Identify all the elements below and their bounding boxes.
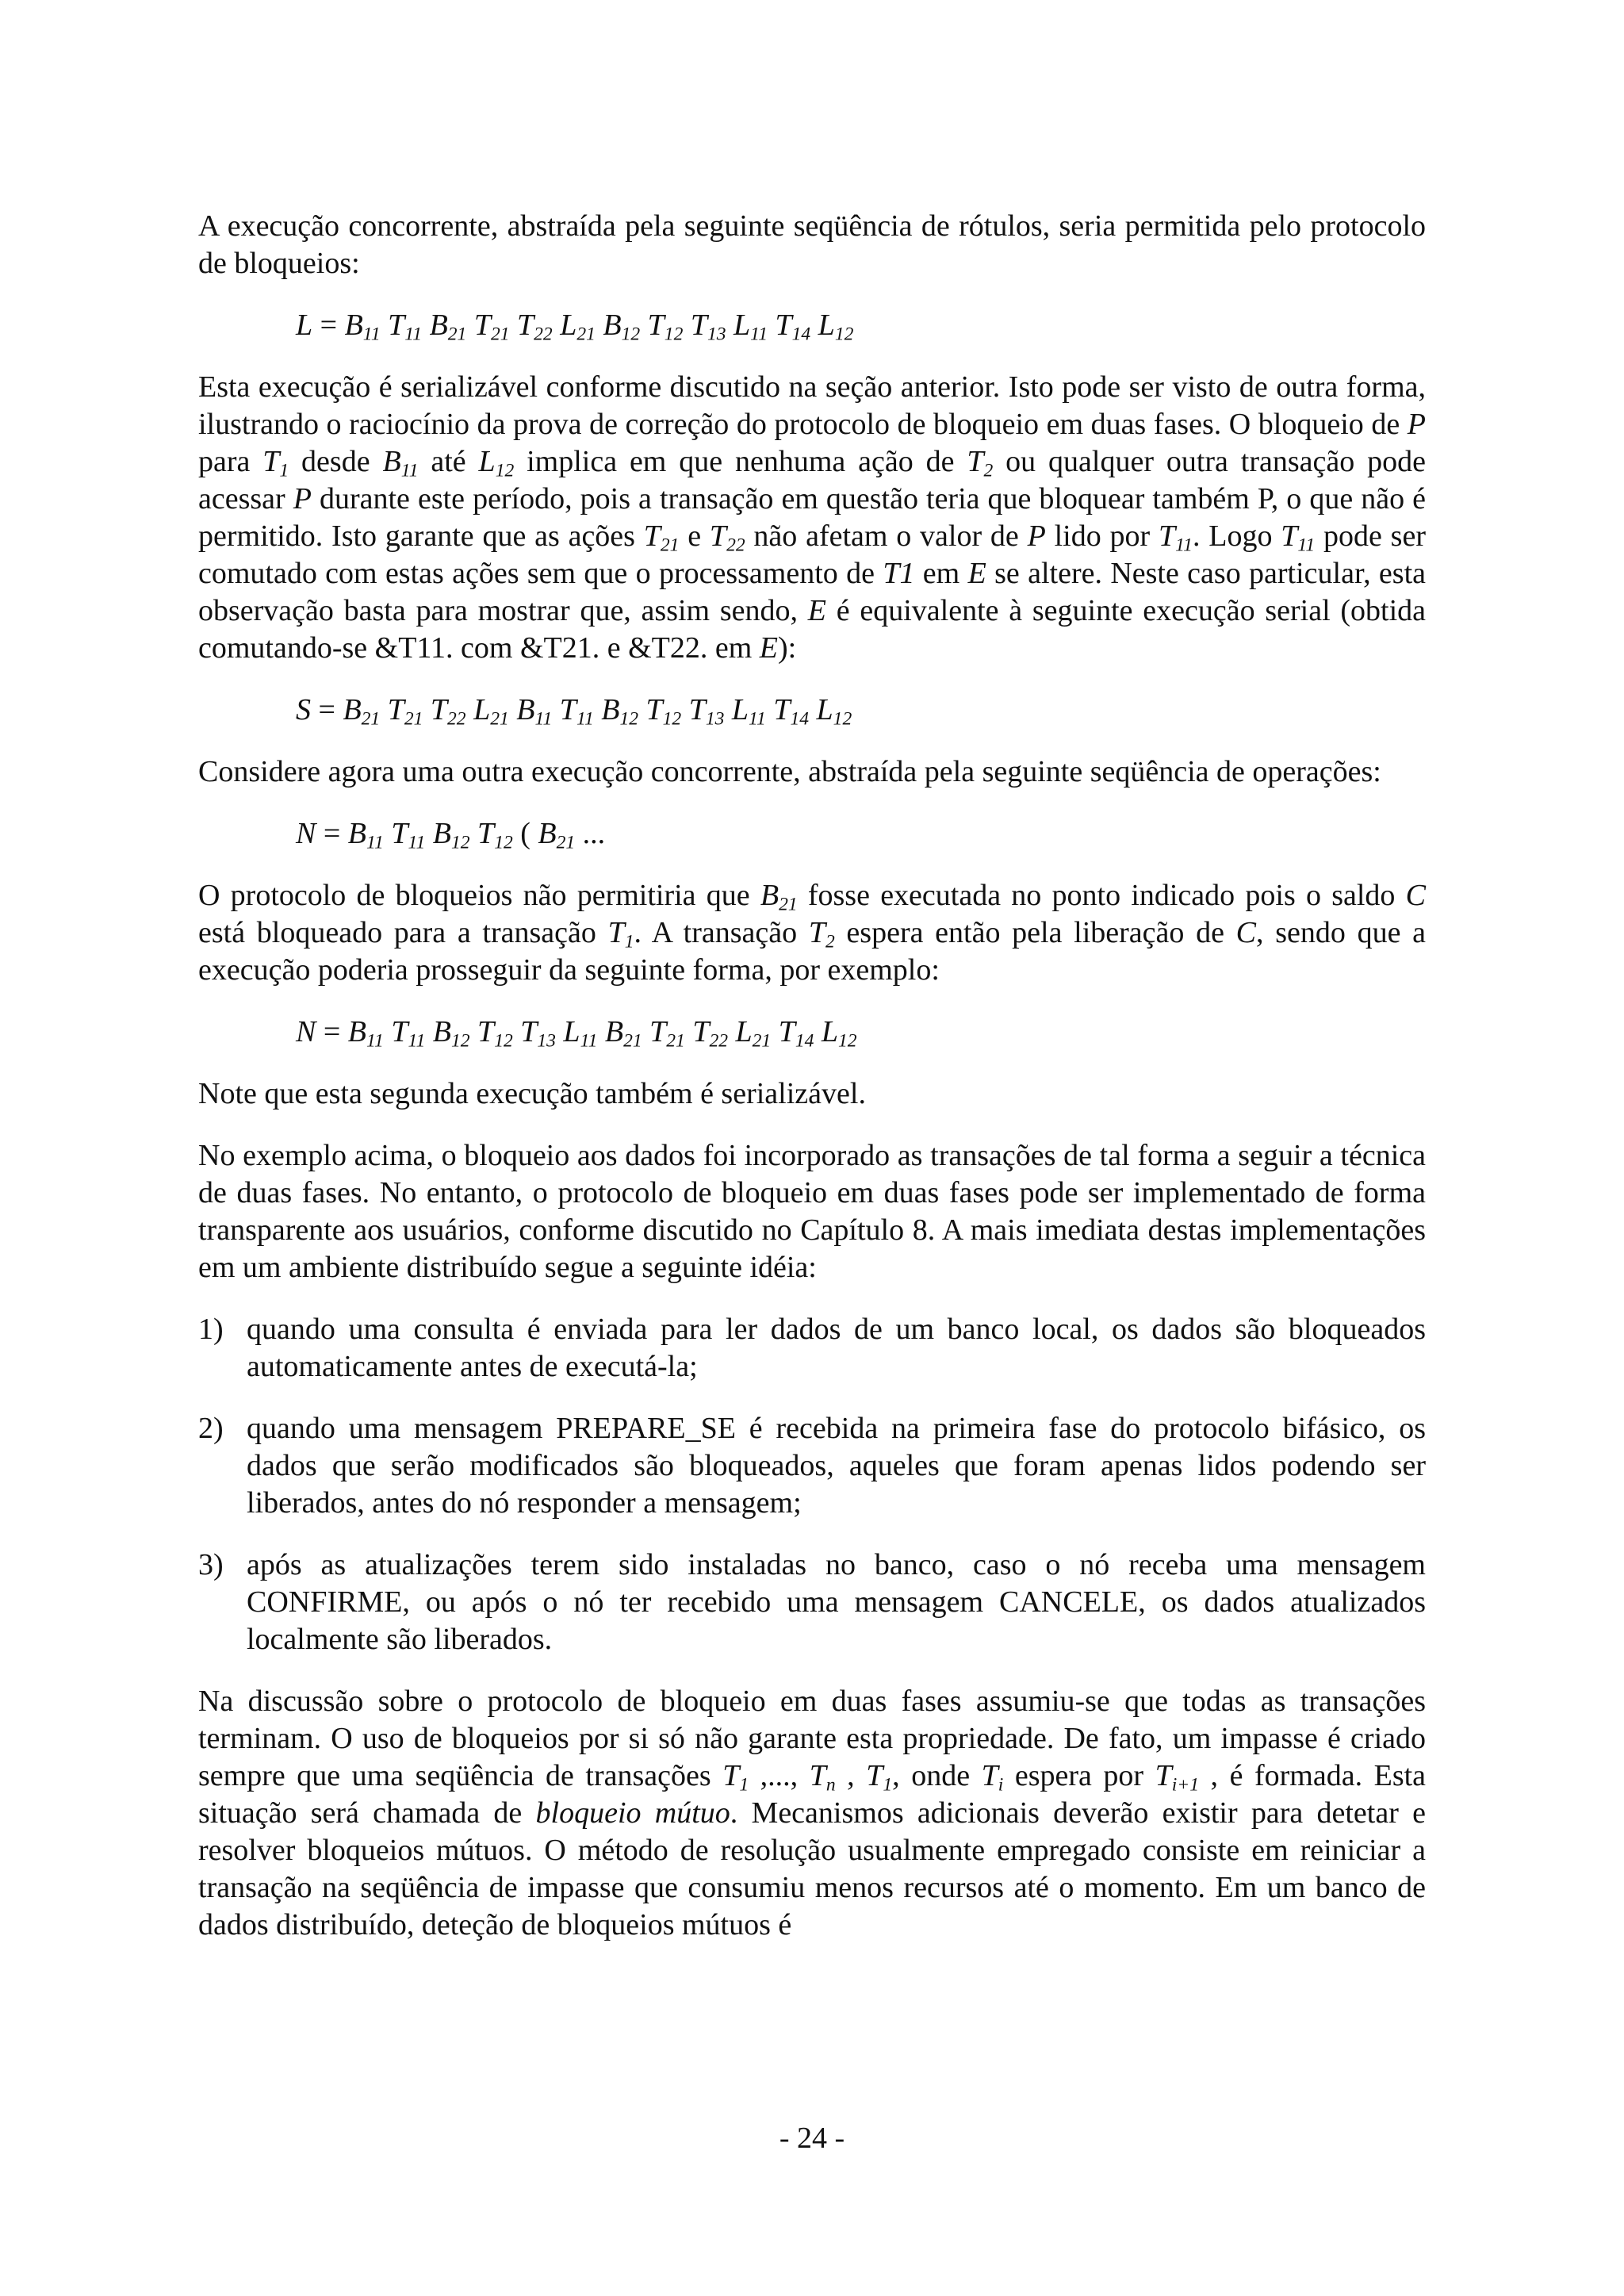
list-item: 3) após as atualizações terem sido instaladas no banco, caso o nó receba uma mensagem CONFIRME, ou após o nó ter recebido uma mensagem CANCELE, os dados atualizados localmente são liberados.	[198, 1548, 1426, 1656]
paragraph-4: O protocolo de bloqueios não permitiria que $B_{21}$ fosse executada no ponto indicado pois o saldo C está bloqueado para a transação $T_1$. A transação $T_2$ espera então pela liberação de C, sendo que a execução poderia prosseguir da seguinte forma, por exemplo:	[198, 879, 1426, 987]
paragraph-6: No exemplo acima, o bloqueio aos dados foi incorporado as transações de tal forma a seguir a técnica de duas fases. No entanto, o protocolo de bloqueio em duas fases pode ser implementado de forma transparente aos usuários, conforme discutido no Capítulo 8. A mais imediata destas implementações em um ambiente distribuído segue a seguinte idéia:	[198, 1139, 1426, 1284]
page-number: - 24 -	[779, 2122, 845, 2155]
paragraph-3: Considere agora uma outra execução concorrente, abstraída pela seguinte seqüência de operações:	[198, 755, 1381, 788]
formula-N2: $N = B_{11}$ $T_{11}$ $B_{12}$ $T_{12}$ $T_{13}$ $L_{11}$ $B_{21}$ $T_{21}$ $T_{22}$ $L_{21}$ $T_{14}$ $L_{12}$	[296, 1015, 857, 1052]
formula-S: $S = B_{21}$ $T_{21}$ $T_{22}$ $L_{21}$ $B_{11}$ $T_{11}$ $B_{12}$ $T_{12}$ $T_{13}$ $L_{11}$ $T_{14}$ $L_{12}$	[296, 693, 852, 730]
paragraph-5: Note que esta segunda execução também é serializável.	[198, 1077, 866, 1110]
implementation-list	[198, 1311, 1426, 1658]
list-item: 1) quando uma consulta é enviada para ler dados de um banco local, os dados são bloqueados automaticamente antes de executá-la;	[198, 1313, 1426, 1383]
list-item: 2) quando uma mensagem PREPARE_SE é recebida na primeira fase do protocolo bifásico, os dados que serão modificados são bloqueados, aqueles que foram apenas lidos podendo ser liberados, antes do nó responder a mensagem;	[198, 1412, 1426, 1520]
formula-N1: $N = B_{11}$ $T_{11}$ $B_{12}$ $T_{12}$ ( $B_{21}$ ...	[296, 817, 606, 853]
paragraph-1: A execução concorrente, abstraída pela seguinte seqüência de rótulos, seria permitida pelo protocolo de bloqueios:	[198, 209, 1426, 280]
paragraph-7: Na discussão sobre o protocolo de bloqueio em duas fases assumiu-se que todas as transações terminam. O uso de bloqueios por si só não garante esta propriedade. De fato, um impasse é criado sempre que uma seqüência de transações $T_1$ ,..., $T_n$ , $T_1$, onde $T_i$ espera por $T_{i+1}$ , é formada. Esta situação será chamada de bloqueio mútuo. Mecanismos adicionais deverão existir para detetar e resolver bloqueios mútuos. O método de resolução usualmente empregado consiste em reiniciar a transação na seqüência de impasse que consumiu menos recursos até o momento. Em um banco de dados distribuído, deteção de bloqueios mútuos é	[198, 1685, 1427, 1941]
paragraph-2: Esta execução é serializável conforme discutido na seção anterior. Isto pode ser visto de outra forma, ilustrando o raciocínio da prova de correção do protocolo de bloqueio em duas fases. O bloqueio de P para $T_1$ desde $B_{11}$ até $L_{12}$ implica em que nenhuma ação de $T_2$ ou qualquer outra transação pode acessar P durante este período, pois a transação em questão teria que bloquear também P, o que não é permitido. Isto garante que as ações $T_{21}$ e $T_{22}$ não afetam o valor de P lido por $T_{11}$. Logo $T_{11}$ pode ser comutado com estas ações sem que o processamento de T1 em E se altere. Neste caso particular, esta observação basta para mostrar que, assim sendo, E é equivalente à seguinte execução serial (obtida comutando-se &T11. com &T21. e &T22. em E):	[198, 370, 1427, 665]
document-page	[198, 208, 1426, 1968]
formula-L: $L = B_{11}$ $T_{11}$ $B_{21}$ $T_{21}$ $T_{22}$ $L_{21}$ $B_{12}$ $T_{12}$ $T_{13}$ $L_{11}$ $T_{14}$ $L_{12}$	[296, 309, 854, 345]
